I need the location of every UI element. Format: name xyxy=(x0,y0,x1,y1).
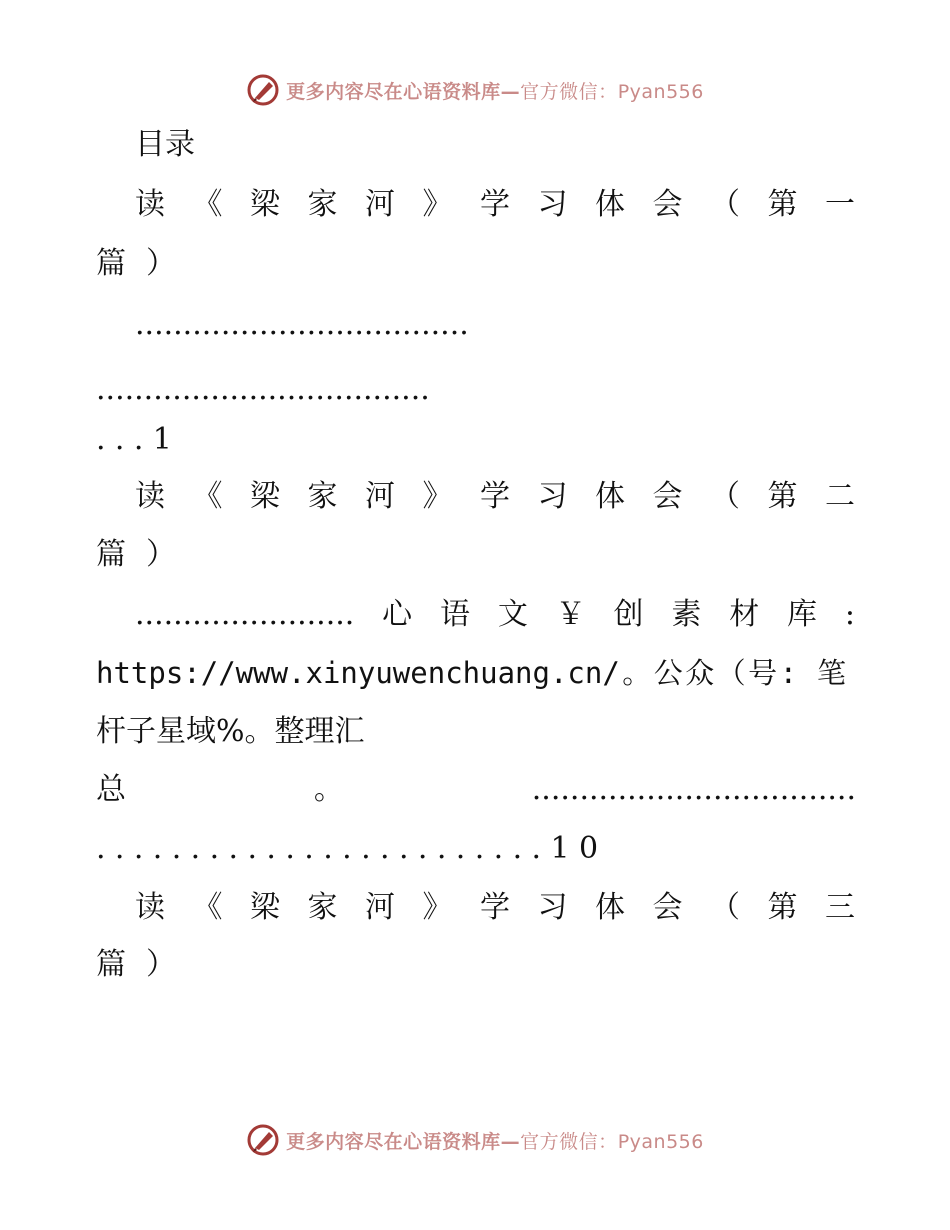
toc-entry-2-url: https://www.xinyuwenchuang.cn/。公众（号: 笔 xyxy=(96,656,846,690)
toc-entry-3-title[interactable]: 读《梁家河》学习体会（第三 xyxy=(135,890,855,925)
watermark-text: 更多内容尽在心语资料库—官方微信：Pyan556 xyxy=(286,1130,704,1153)
footer-watermark xyxy=(0,1120,950,1160)
toc-entry-2-leader-2: 总。.................................. xyxy=(96,772,856,807)
toc-entry-1-page: ...1 xyxy=(96,422,182,457)
toc-entry-1-leader-2: ................................... xyxy=(96,372,430,407)
toc-entry-1-suffix: 篇） xyxy=(96,246,196,281)
toc-entry-1-title[interactable]: 读《梁家河》学习体会（第一 xyxy=(135,187,855,222)
toc-entry-2-leader: .......................心语文￥创素材库: xyxy=(135,597,855,632)
watermark-text: 更多内容尽在心语资料库—官方微信：Pyan556 xyxy=(286,80,704,103)
toc-entry-2-page: ........................10 xyxy=(96,831,608,866)
toc-entry-2-note: 杆子星域%。整理汇 xyxy=(96,714,365,749)
toc-entry-2-title[interactable]: 读《梁家河》学习体会（第二 xyxy=(135,479,855,514)
header-watermark xyxy=(0,70,950,110)
toc-heading: 目录 xyxy=(135,127,195,162)
pen-logo-icon xyxy=(246,73,280,107)
toc-entry-1-leader: ................................... xyxy=(135,307,469,342)
pen-logo-icon xyxy=(246,1123,280,1157)
toc-entry-3-suffix: 篇） xyxy=(96,947,196,982)
toc-entry-2-suffix: 篇） xyxy=(96,537,196,572)
